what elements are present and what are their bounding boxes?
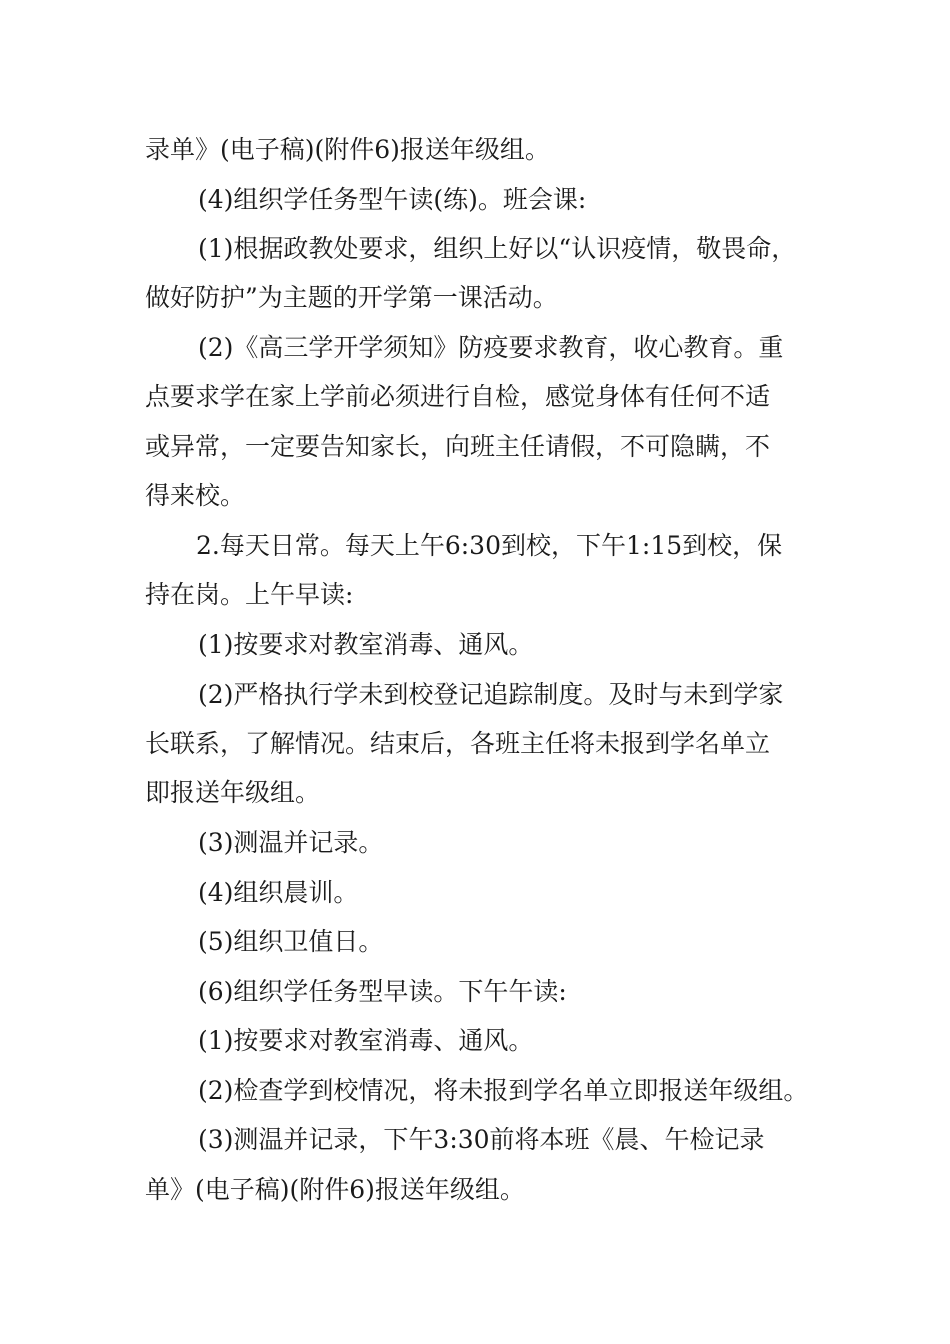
text-line-5: (2)《高三学开学须知》防疫要求教育，收心教育。重 [198, 333, 784, 362]
text-line-13: 长联系，了解情况。结束后，各班主任将未报到学名单立 [145, 729, 771, 758]
text-line-19: (1)按要求对教室消毒、通风。 [198, 1026, 534, 1055]
text-line-16: (4)组织晨训。 [198, 878, 359, 907]
text-line-9: 2.每天日常。每天上午6:30到校，下午1:15到校，保 [196, 531, 783, 560]
text-line-20: (2)检查学到校情况，将未报到学名单立即报送年级组。 [198, 1076, 809, 1105]
text-line-22: 单》(电子稿)(附件6)报送年级组。 [145, 1175, 525, 1204]
text-line-3: (1)根据政教处要求，组织上好以“认识疫情，敬畏命， [198, 234, 797, 263]
text-line-8: 得来校。 [145, 481, 246, 510]
text-line-4: 做好防护”为主题的开学第一课活动。 [145, 283, 558, 312]
text-line-10: 持在岗。上午早读: [145, 580, 354, 609]
text-line-21: (3)测温并记录，下午3:30前将本班《晨、午检记录 [198, 1125, 765, 1154]
text-line-17: (5)组织卫值日。 [198, 927, 384, 956]
text-line-6: 点要求学在家上学前必须进行自检，感觉身体有任何不适 [145, 382, 771, 411]
text-line-15: (3)测温并记录。 [198, 828, 384, 857]
text-line-7: 或异常，一定要告知家长，向班主任请假，不可隐瞒，不 [145, 432, 771, 461]
text-line-12: (2)严格执行学未到校登记追踪制度。及时与未到学家 [198, 680, 784, 709]
text-line-14: 即报送年级组。 [145, 778, 321, 807]
text-line-2: (4)组织学任务型午读(练)。班会课: [198, 185, 587, 214]
text-line-1: 录单》(电子稿)(附件6)报送年级组。 [145, 135, 550, 164]
text-line-11: (1)按要求对教室消毒、通风。 [198, 630, 534, 659]
text-line-18: (6)组织学任务型早读。下午午读: [198, 977, 567, 1006]
